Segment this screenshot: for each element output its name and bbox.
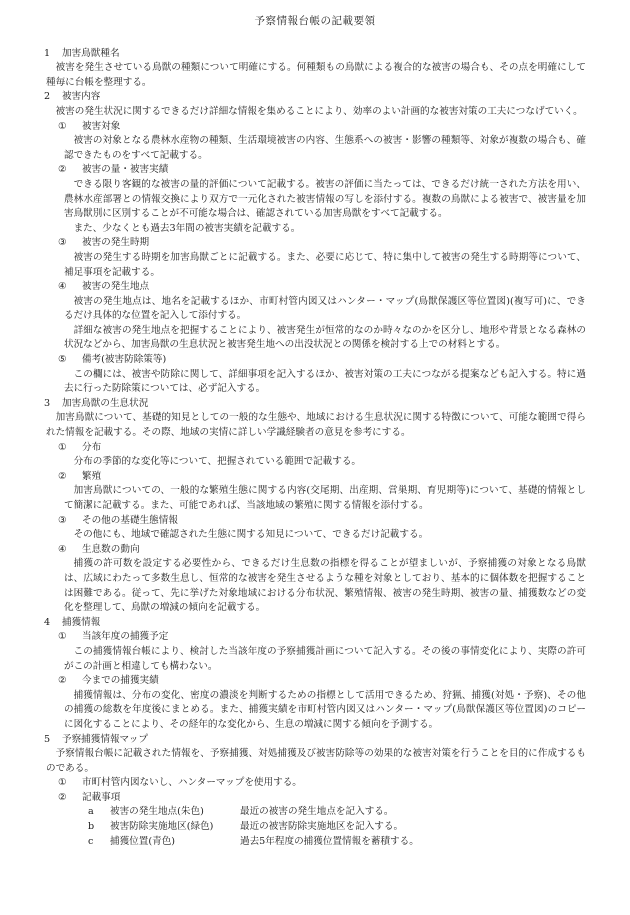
section-title: 加害鳥獣種名 (62, 47, 120, 59)
section-number: 5 (44, 733, 51, 745)
section-4-heading (44, 616, 586, 631)
item-title: 被害の発生時期 (82, 237, 150, 249)
document-title: 予察情報台帳の記載要領 (254, 15, 376, 27)
item-title: 今までの捕獲実績 (82, 675, 159, 687)
item-number: ④ (58, 543, 67, 555)
category-letter: a (88, 806, 94, 818)
item-2-2-body: できる限り客観的な被害の量的評価について記載する。被害の評価に当たっては、できるだけ統一された方法を用い、農林水産部署との情報交換により双方で一元化された被害情報の写しを添付する。複数の鳥獣による被害で、被害量を加害鳥獣別に区別することが不可能な場合は、確認されている加害鳥獣をすべて記載する。 (64, 178, 586, 220)
section-5-heading (44, 733, 586, 748)
item-2-1-heading (44, 120, 586, 135)
section-3-body: 加害鳥獣について、基礎的知見としての一般的な生態や、地域における生息状況に関する特徴について、可能な範囲で得られた情報を記載する。その際、地域の実情に詳しい学識経験者の意見を参考にする。 (46, 412, 586, 439)
item-title: 当該年度の捕獲予定 (82, 631, 169, 643)
item-number: ④ (58, 281, 67, 293)
category-row-c (44, 835, 586, 850)
item-number: ② (58, 675, 67, 687)
item-2-3-body: 被害の発生する時期を加害鳥獣ごとに記載する。また、必要に応じて、特に集中して被害の発生する時期等について、補足事項を記載する。 (64, 251, 586, 278)
item-3-4-heading (44, 543, 586, 558)
item-5-1-heading (44, 776, 586, 791)
item-4-2-body: 捕獲情報は、分布の変化、密度の濃淡を判断するための指標として活用できるため、狩猟、捕獲(対処・予察)、その他の捕獲の総数を年度後にまとめる。また、捕獲実績を市町村管内図又はハンター・マップ(鳥獣保護区等位置図)のコピーに図化することにより、その経年的な変化から、生息の増減に関する傾向を予測する。 (64, 689, 586, 730)
item-2-3-heading (44, 236, 586, 251)
item-4-2-heading (44, 674, 586, 689)
category-letter: b (88, 821, 95, 833)
item-3-2-heading (44, 470, 586, 485)
section-2-body: 被害の発生状況に関するできるだけ詳細な情報を集めることにより、効率のよい計画的な被害対策の工夫につなげていく。 (55, 105, 583, 117)
item-3-1-heading (44, 441, 586, 456)
category-name: 被害の発生地点(朱色) (110, 806, 204, 818)
category-name: 捕獲位置(青色) (110, 835, 176, 847)
item-title: 被害の量・被害実績 (82, 164, 169, 176)
item-number: ① (58, 777, 67, 789)
category-letter: c (88, 835, 94, 847)
section-number: 4 (44, 616, 51, 628)
item-2-2-body-2: また、少なくとも過去3年間の被害実績を記載する。 (73, 222, 301, 234)
item-3-1-body: 分布の季節的な変化等について、把握されている範囲で記載する。 (73, 456, 362, 468)
section-1-heading (44, 47, 586, 62)
section-title: 捕獲情報 (62, 616, 101, 628)
item-number: ③ (58, 237, 67, 249)
item-5-2-heading (44, 791, 586, 806)
item-number: ① (58, 120, 67, 132)
item-title: 市町村管内図ないし、ハンターマップを使用する。 (82, 777, 302, 789)
item-3-2-body: 加害鳥獣についての、一般的な繁殖生態に関する内容(交尾期、出産期、営巣期、育児期等)について、基礎的情報として簡潔に記載する。また、可能であれば、当該地域の繁殖に関する情報を添付する。 (64, 485, 586, 511)
item-4-1-heading (44, 630, 586, 645)
item-number: ② (58, 470, 67, 482)
item-number: ① (58, 441, 67, 453)
section-number: 1 (44, 47, 51, 59)
category-description: 最近の被害防除実施地区を記入する。 (240, 821, 404, 833)
item-2-4-body-2: 詳細な被害の発生地点を把握することにより、被害発生が恒常的なのか時々なのかを区分し、地形や背景となる森林の状況などから、加害鳥獣の生息状況と被害発生地への出没状況との関係を検討する上での材料とする。 (64, 324, 586, 351)
item-2-5-heading (44, 353, 586, 368)
section-title: 予察捕獲情報マップ (62, 733, 148, 745)
item-title: 被害対象 (82, 120, 121, 132)
section-title: 被害内容 (62, 91, 101, 103)
item-title: その他の基礎生態情報 (82, 514, 178, 526)
item-4-1-body: この捕獲情報台帳により、検討した当該年度の予察捕獲計画について記入する。その後の事情変化により、実際の許可がこの計画と相違しても構わない。 (64, 645, 586, 672)
category-row-a (44, 805, 586, 820)
item-3-4-body: 捕獲の許可数を設定する必要性から、できるだけ生息数の指標を得ることが望ましいが、予察捕獲の対象となる鳥獣は、広域にわたって多数生息し、恒常的な被害を発生させるような種を対象としており、基本的に個体数を把握することは困難である。従って、先に挙げた対象地域における分布状況、繁殖情報、被害の発生時期、被害の量、捕獲数などの変化を整理して、鳥獣の増減の傾向を記載する。 (64, 558, 586, 614)
item-title: 被害の発生地点 (82, 281, 150, 293)
item-number: ② (58, 164, 67, 176)
item-number: ③ (58, 514, 67, 526)
section-3-heading (44, 397, 586, 412)
item-title: 生息数の動向 (82, 543, 140, 555)
item-2-4-body: 被害の発生地点は、地名を記載するほか、市町村管内図又はハンター・マップ(鳥獣保護区等位置図)(複写可)に、できるだけ具体的な位置を記入して添付する。 (64, 295, 586, 322)
item-2-5-body: この欄には、被害や防除に関して、詳細事項を記入するほか、被害対策の工夫につながる提案なども記入する。特に過去に行った防除策については、必ず記入する。 (64, 368, 586, 395)
category-description: 過去5年程度の捕獲位置情報を蓄積する。 (240, 835, 419, 847)
section-1-body: 被害を発生させている鳥獣の種類について明確にする。何種類もの鳥獣による複合的な被害の場合も、その点を明確にして種毎に台帳を整理する。 (46, 62, 586, 88)
item-title: 記載事項 (82, 791, 121, 803)
item-3-3-body: その他にも、地域で確認された生態に関する知見について、できるだけ記載する。 (73, 529, 429, 541)
section-number: 3 (44, 397, 51, 409)
section-title: 加害鳥獣の生息状況 (62, 397, 149, 409)
item-3-3-heading (44, 514, 586, 529)
item-number: ⑤ (58, 354, 67, 366)
category-row-b (44, 820, 586, 835)
item-number: ① (58, 631, 67, 643)
category-name: 被害防除実施地区(緑色) (110, 821, 214, 833)
section-2-heading (44, 90, 586, 105)
item-2-4-heading (44, 280, 586, 295)
item-title: 繁殖 (82, 470, 102, 482)
item-title: 分布 (82, 441, 102, 453)
item-2-2-heading (44, 163, 586, 178)
section-number: 2 (44, 91, 51, 103)
category-description: 最近の被害の発生地点を記入する。 (240, 806, 394, 818)
item-number: ② (58, 791, 67, 803)
section-5-body: 予察情報台帳に記載された情報を、予察捕獲、対処捕獲及び被害防除等の効果的な被害対策を行うことを目的に作成するものである。 (46, 748, 586, 774)
item-2-1-body: 被害の対象となる農林水産物の種類、生活環境被害の内容、生態系への被害・影響の種類等、対象が複数の場合も、確認できたものをすべて記載する。 (64, 135, 586, 161)
item-title: 備考(被害防除策等) (82, 354, 167, 366)
